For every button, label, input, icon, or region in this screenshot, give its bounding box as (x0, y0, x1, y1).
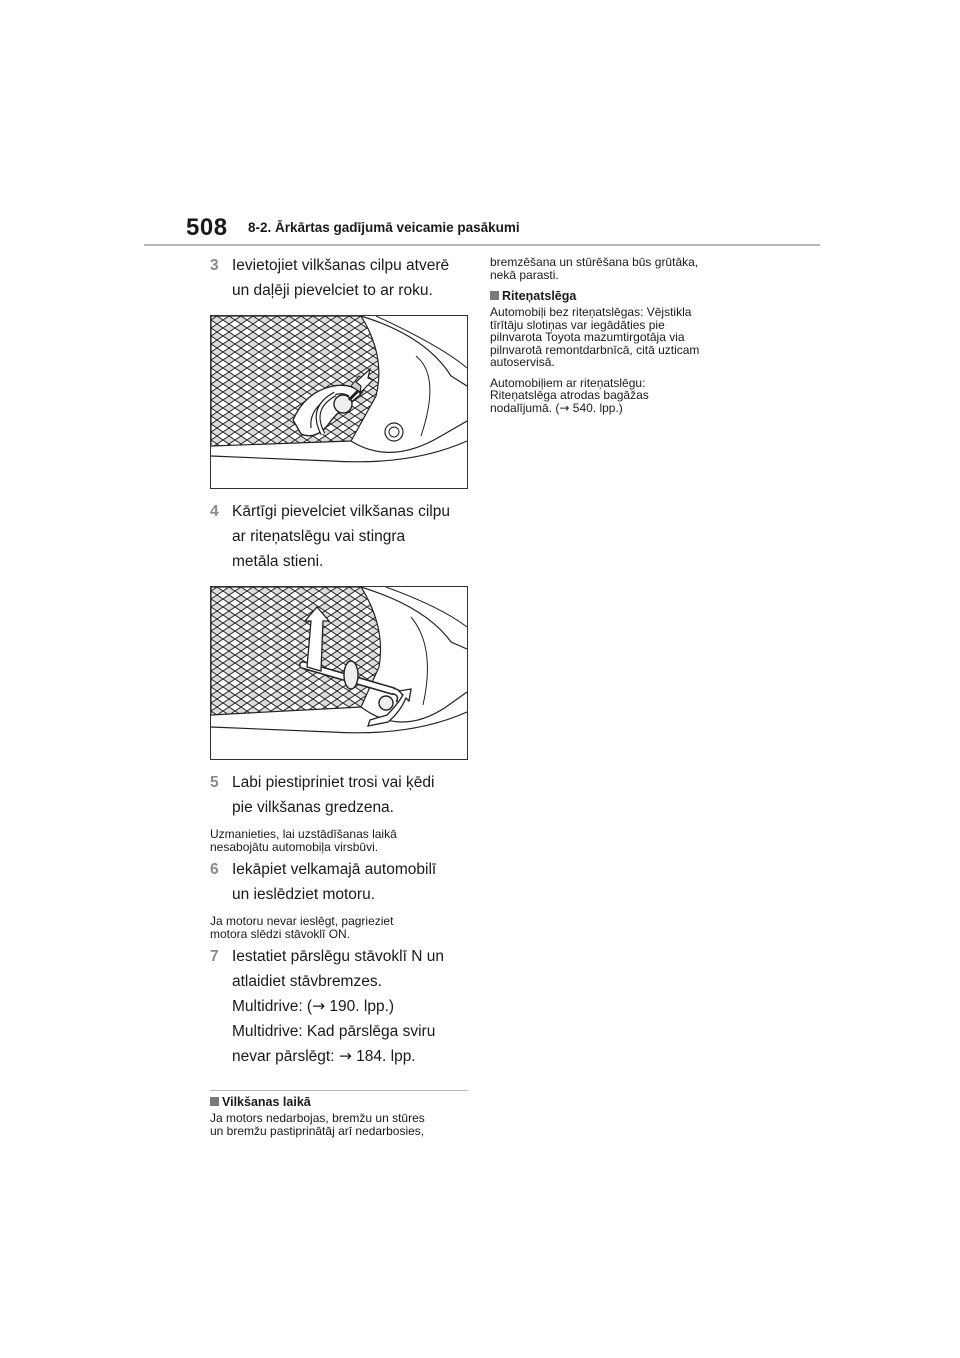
step-3 (210, 253, 468, 303)
left-column (210, 253, 468, 1145)
step-number: 3 (210, 257, 219, 274)
note-text: Ja motoru nevar ieslēgt, pagrieziet (210, 914, 394, 928)
paragraph-with-wrench: Automobiļiem ar riteņatslēgu: Riteņatslēga atrodas bagāžas nodalījumā. (→ 540. lpp.) (490, 377, 760, 415)
right-column (490, 256, 760, 422)
step-text: Ievietojiet vilkšanas cilpu atverē (232, 257, 450, 274)
square-bullet-icon (210, 1097, 219, 1106)
header-divider (144, 244, 820, 246)
page-number: 508 (186, 214, 228, 241)
step-text-ref: Multidrive: (→ 190. lpp.) (232, 997, 395, 1015)
step-4 (210, 499, 468, 574)
step-text: metāla stieni. (232, 553, 324, 570)
step-5 (210, 770, 468, 820)
step-text-ref: nevar pārslēgt: → 184. lpp. (232, 1047, 416, 1065)
step-text: un ieslēdziet motoru. (232, 886, 376, 903)
step-text: pie vilkšanas gredzena. (232, 799, 394, 816)
arrow-right-icon: → (338, 1047, 352, 1065)
arrow-right-icon: → (559, 400, 570, 415)
arrow-right-icon: → (312, 997, 326, 1015)
step-number: 4 (210, 503, 219, 520)
note-step-6 (210, 915, 468, 940)
illustration-grille-wrench (211, 587, 467, 759)
step-text: ar riteņatslēgu vai stingra (232, 528, 406, 545)
figure-towing-eyelet-hand (210, 315, 468, 489)
note-text: Uzmanieties, lai uzstādīšanas laikā (210, 827, 397, 841)
step-7 (210, 944, 468, 1069)
step-text: atlaidiet stāvbremzes. (232, 973, 382, 990)
subheading-ritenatslega: Riteņatslēga (490, 289, 760, 303)
section-title: 8-2. Ārkārtas gadījumā veicamie pasākumi (248, 220, 520, 235)
paragraph-no-wrench: Automobiļi bez riteņatslēgas: Vējstikla tīrītāju slotiņas var iegādāties pie pilnvarota Toyota mazumtirgotāja via pilnvarotā remontdarbnīcā, citā uzticam autoservisā. (490, 305, 700, 369)
illustration-grille-hand (211, 316, 467, 488)
section-divider (210, 1090, 468, 1091)
step-6 (210, 857, 468, 907)
paragraph-continued: bremzēšana un stūrēšana būs grūtāka, nekā parasti. (490, 255, 699, 282)
square-bullet-icon (490, 291, 499, 300)
step-number: 6 (210, 861, 219, 878)
subheading-vilksanas: Vilkšanas laikā (210, 1095, 468, 1109)
note-step-5 (210, 828, 468, 853)
step-number: 7 (210, 948, 219, 965)
figure-towing-eyelet-wrench (210, 586, 468, 760)
step-text: Kārtīgi pievelciet vilkšanas cilpu (232, 503, 450, 520)
note-text: nesabojātu automobiļa virsbūvi. (210, 839, 379, 854)
step-text: Multidrive: Kad pārslēga sviru (232, 1023, 436, 1040)
paragraph-vilksanas: Ja motors nedarbojas, bremžu un stūres un bremžu pastiprinātāj arī nedarbosies, (210, 1111, 425, 1138)
step-text: un daļēji pievelciet to ar roku. (232, 282, 433, 299)
step-text: Iekāpiet velkamajā automobilī (232, 861, 437, 878)
step-number: 5 (210, 774, 219, 791)
note-text: motora slēdzi stāvoklī ON. (210, 926, 351, 941)
step-text: Iestatiet pārslēgu stāvoklī N un (232, 948, 444, 965)
step-text: Labi piestipriniet trosi vai ķēdi (232, 774, 435, 791)
page-reference: nodalījumā. (→ 540. lpp.) (490, 400, 623, 415)
